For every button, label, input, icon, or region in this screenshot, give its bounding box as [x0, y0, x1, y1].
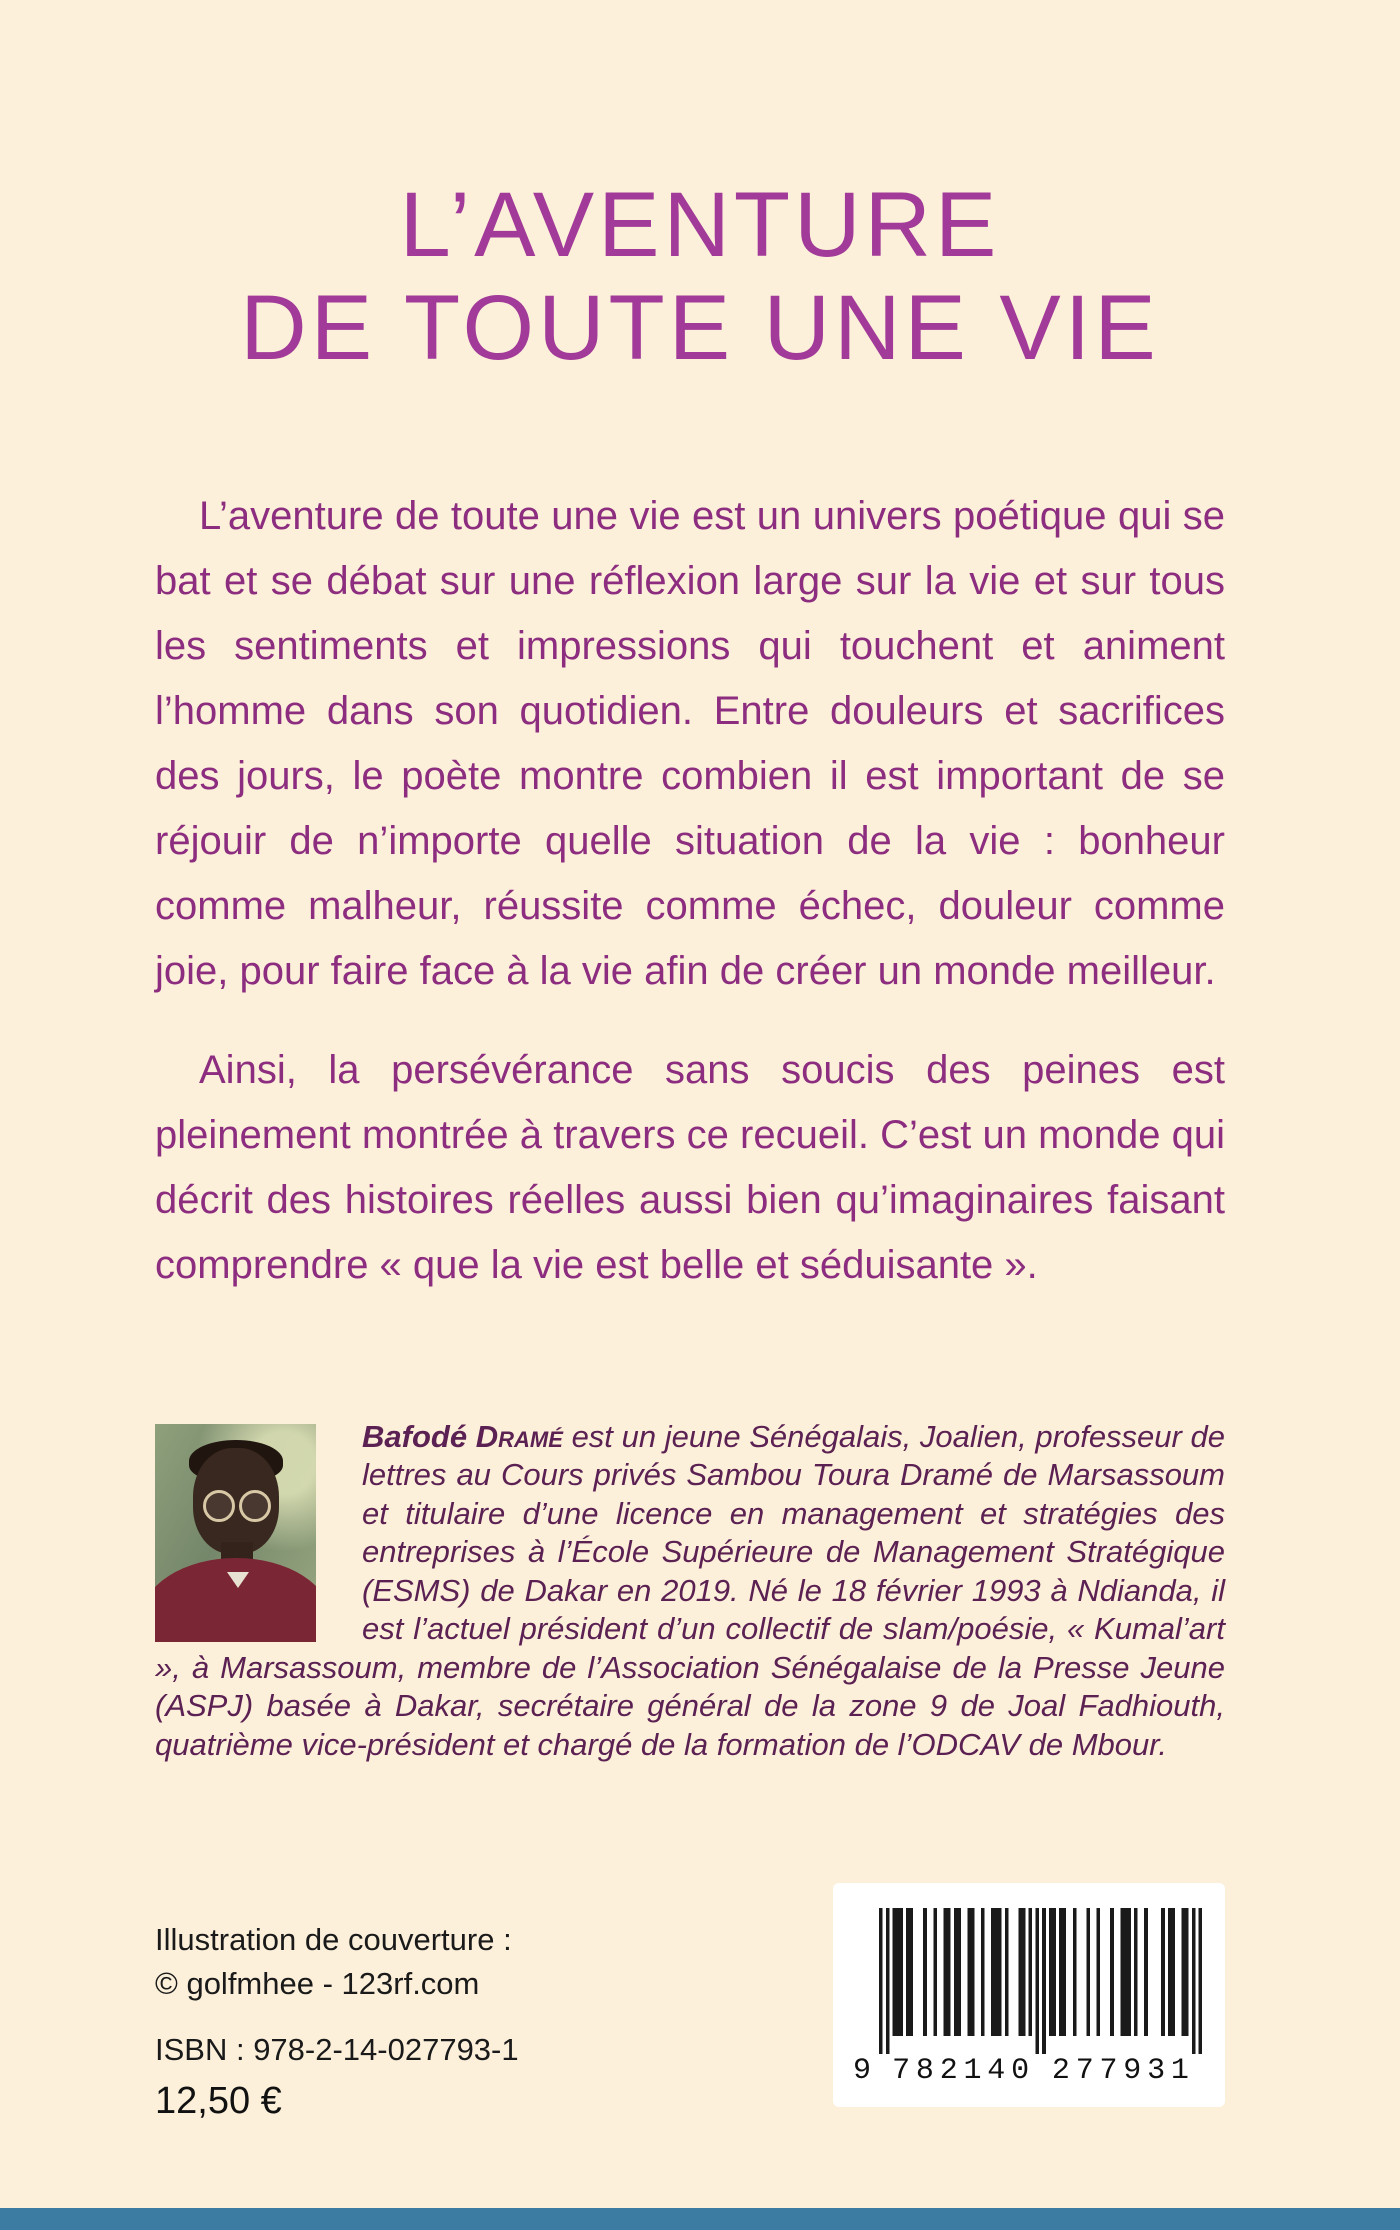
cover-credit-label: Illustration de couverture :	[155, 1922, 512, 1957]
photo-glasses	[201, 1490, 273, 1518]
svg-text:0: 0	[1011, 2054, 1030, 2084]
author-name	[362, 1419, 563, 1454]
author-first-name: Bafodé	[362, 1418, 476, 1454]
synopsis-paragraph-2: Ainsi, la persévérance sans soucis des peines est pleinement montrée à travers ce recueil. C’est un monde qui décrit des histoires réelles aussi bien qu’imaginaires faisant comprendre « que la vie est belle et séduisante ».	[155, 1047, 1225, 1287]
photo-collar	[227, 1572, 249, 1588]
synopsis-paragraph-1: L’aventure de toute une vie est un univers poétique qui se bat et se débat sur une réflexion large sur la vie et sur tous les sentiments et impressions qui touchent et animent l’homme dans son quotidien. Entre douleurs et sacrifices des jours, le poète montre combien il est important de se réjouir de n’importe quelle situation de la vie : bonheur comme malheur, réussite comme échec, douleur comme joie, pour faire face à la vie afin de créer un monde meilleur.	[155, 493, 1225, 993]
synopsis	[155, 484, 1225, 1298]
svg-text:8: 8	[915, 2054, 934, 2084]
svg-text:9: 9	[1123, 2054, 1142, 2084]
photo-shirt	[155, 1558, 316, 1642]
author-photo	[155, 1424, 316, 1642]
author-bio	[155, 1418, 1225, 1765]
cover-credits	[155, 1918, 512, 2006]
svg-text:9: 9	[852, 2054, 871, 2084]
svg-text:7: 7	[1099, 2054, 1118, 2084]
isbn: ISBN : 978-2-14-027793-1	[155, 2032, 519, 2067]
svg-text:7: 7	[892, 2054, 911, 2084]
svg-text:2: 2	[1051, 2054, 1070, 2084]
svg-text:2: 2	[939, 2054, 958, 2084]
svg-text:1: 1	[963, 2054, 982, 2084]
ean13-barcode	[845, 1906, 1213, 2084]
cover-credit-source: © golfmhee - 123rf.com	[155, 1966, 480, 2001]
book-title-line1: L’AVENTURE	[399, 173, 1001, 276]
barcode-panel	[833, 1883, 1225, 2107]
author-bio-text: est un jeune Sénégalais, Joalien, professeur de lettres au Cours privés Sambou Toura Dramé de Marsassoum et titulaire d’une licence en management et stratégies des entreprises à l’École Supérieure de Management Stratégique (ESMS) de Dakar en 2019. Né le 18 février 1993 à Ndianda, il est l’actuel président d’un collectif de slam/poésie, « Kumal’art », à Marsassoum, membre de l’Association Sénégalaise de la Presse Jeune (ASPJ) basée à Dakar, secrétaire général de la zone 9 de Joal Fadhiouth, quatrième vice-président et chargé de la formation de l’ODCAV de Mbour.	[155, 1418, 1225, 1762]
book-title	[0, 62, 1400, 380]
svg-text:3: 3	[1147, 2054, 1166, 2084]
svg-text:7: 7	[1075, 2054, 1094, 2084]
book-title-line2: DE TOUTE UNE VIE	[240, 276, 1160, 379]
price: 12,50 €	[155, 2080, 282, 2122]
author-last-name: Dramé	[475, 1418, 563, 1454]
svg-text:1: 1	[1170, 2054, 1189, 2084]
bottom-color-bar	[0, 2208, 1400, 2230]
svg-text:4: 4	[987, 2054, 1006, 2084]
